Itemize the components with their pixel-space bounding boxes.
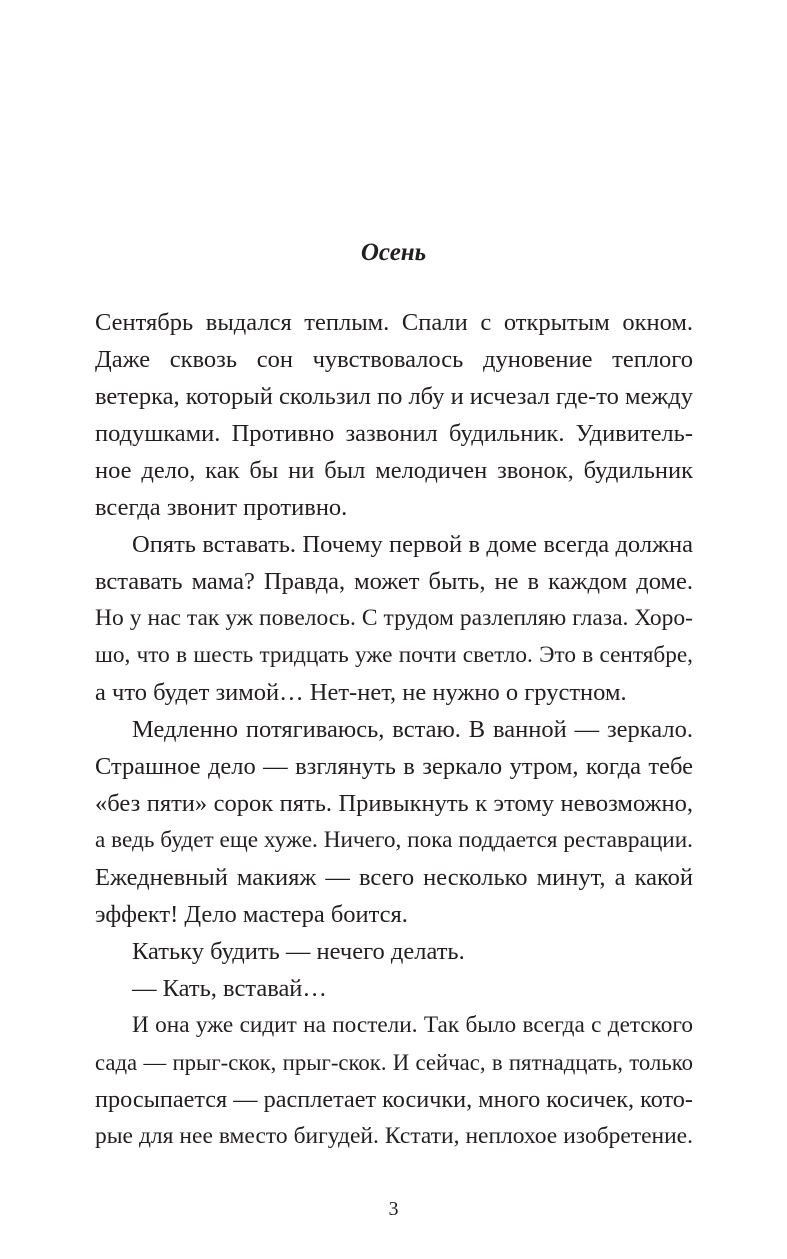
text-line: Ежедневный макияж — всего несколько минут, а какой	[95, 864, 693, 891]
body-text	[95, 304, 693, 1155]
text-line: — Кать, вставай…	[132, 975, 327, 1002]
text-line: рые для нее вместо бигудей. Кстати, неплохое изобретение.	[95, 1123, 693, 1149]
text-line: ное дело, как бы ни был мелодичен звонок, будильник	[95, 457, 693, 484]
text-line: вставать мама? Правда, может быть, не в каждом доме.	[95, 568, 693, 595]
text-line: Даже сквозь сон чувствовалось дуновение теплого	[95, 346, 693, 373]
text-line: эффект! Дело мастера боится.	[95, 901, 408, 928]
text-line: а ведь будет еще хуже. Ничего, пока поддается реставрации.	[95, 827, 693, 853]
text-line: а что будет зимой… Нет-нет, не нужно о грустном.	[95, 679, 627, 706]
text-line: всегда звонит противно.	[95, 494, 348, 521]
text-line: «без пяти» сорок пять. Привыкнуть к этому невозможно,	[95, 790, 693, 817]
page-number: 3	[388, 1198, 399, 1220]
text-line: сада — прыг-скок, прыг-скок. И сейчас, в пятнадцать, только	[95, 1050, 693, 1075]
text-line: Страшное дело — взглянуть в зеркало утром, когда тебе	[95, 753, 693, 780]
text-line: Медленно потягиваюсь, встаю. В ванной — зеркало.	[132, 716, 693, 743]
text-line: И она уже сидит на постели. Так было всегда с детского	[132, 1012, 693, 1038]
text-line: ветерка, который скользил по лбу и исчезал где-то между	[95, 383, 694, 410]
text-line: Сентябрь выдался теплым. Спали с открытым окном.	[95, 309, 693, 336]
text-line: Катьку будить — нечего делать.	[132, 938, 465, 965]
text-line: просыпается — расплетает косички, много косичек, кото-	[95, 1086, 693, 1113]
chapter-title: Осень	[360, 239, 427, 266]
text-line: Но у нас так уж повелось. С трудом разлепляю глаза. Хоро-	[95, 605, 693, 631]
text-line: Опять вставать. Почему первой в доме всегда должна	[132, 531, 693, 558]
text-line: подушками. Противно зазвонил будильник. Удивитель-	[95, 420, 693, 447]
text-line: шо, что в шесть тридцать уже почти светло. Это в сентябре,	[95, 642, 693, 668]
